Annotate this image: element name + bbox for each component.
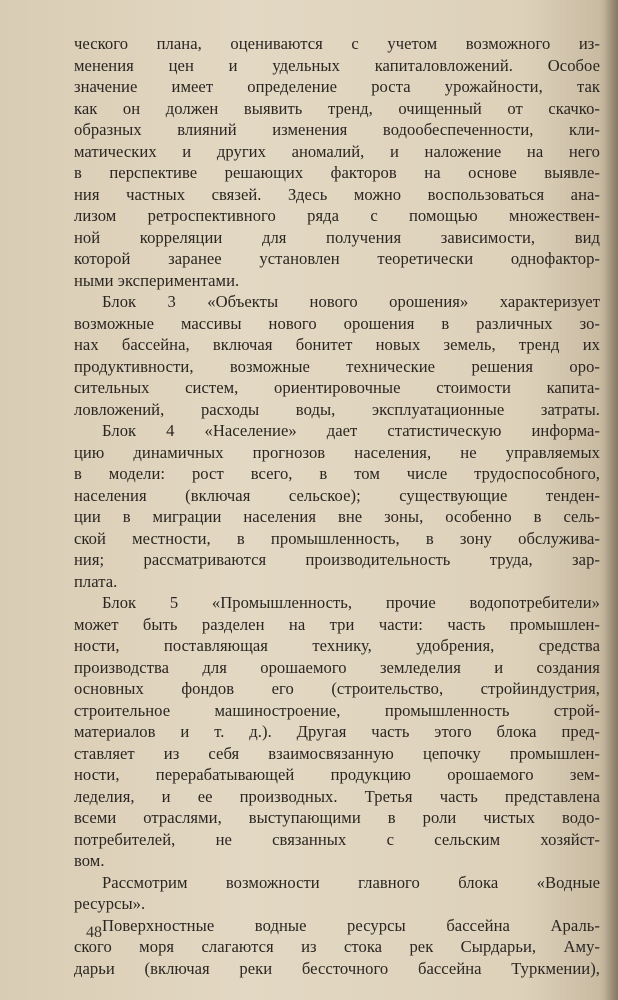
text-line: ности, перерабатывающей продукцию орошаемого зем- bbox=[74, 765, 600, 784]
page-edge-shadow bbox=[604, 0, 618, 1000]
text-line: населения (включая сельское); существующие тенден- bbox=[74, 485, 600, 505]
text-line: ной корреляции для получения зависимости, вид bbox=[74, 227, 600, 247]
text-line: ности, поставляющая технику, удобрения, средства bbox=[74, 636, 600, 655]
text-line: цию динамичных прогнозов населения, не управляемых bbox=[74, 442, 600, 462]
text-line: ния; рассматриваются производительность труда, зар- bbox=[74, 550, 600, 569]
text-line: в перспективе решающих факторов на основе выявле- bbox=[74, 163, 600, 182]
text-line: плата. bbox=[74, 571, 118, 591]
text-line: ными экспериментами. bbox=[74, 270, 240, 290]
text-line: всеми отраслями, выступающими в роли чистых водо- bbox=[74, 808, 600, 827]
text-line: строительное машиностроение, промышленность строй- bbox=[74, 700, 600, 720]
text-line: материалов и т. д.). Другая часть этого блока пред- bbox=[74, 722, 600, 741]
text-line: ской местности, в промышленность, в зону обслужива- bbox=[74, 528, 600, 548]
text-line: леделия, и ее производных. Третья часть представлена bbox=[74, 786, 600, 806]
body-text bbox=[74, 33, 600, 979]
text-line: продуктивности, возможные технические решения оро- bbox=[74, 356, 600, 376]
text-line: Поверхностные водные ресурсы бассейна Араль- bbox=[102, 915, 600, 935]
text-line: в модели: рост всего, в том числе трудоспособного, bbox=[74, 464, 600, 483]
page-number: 48 bbox=[86, 924, 102, 941]
text-line: ресурсы». bbox=[74, 894, 146, 913]
text-line: Блок 4 «Население» дает статистическую информа- bbox=[102, 421, 600, 440]
text-line: как он должен выявить тренд, очищенный от скачко- bbox=[74, 98, 600, 118]
text-line: Рассмотрим возможности главного блока «Водные bbox=[102, 872, 600, 892]
text-line: ческого плана, оцениваются с учетом возможного из- bbox=[74, 34, 600, 53]
text-line: Блок 5 «Промышленность, прочие водопотребители» bbox=[102, 593, 600, 612]
text-line: производства для орошаемого земледелия и создания bbox=[74, 657, 600, 677]
text-line: возможные массивы нового орошения в различных зо- bbox=[74, 313, 600, 333]
text-line: ния частных связей. Здесь можно воспользоваться ана- bbox=[74, 184, 600, 204]
text-line: Блок 3 «Объекты нового орошения» характеризует bbox=[102, 292, 600, 311]
text-line: вом. bbox=[74, 851, 105, 870]
text-line: образных влияний изменения водообеспеченности, кли- bbox=[74, 120, 600, 139]
text-line: которой заранее установлен теоретически однофактор- bbox=[74, 249, 600, 268]
text-line: нах бассейна, включая бонитет новых земель, тренд их bbox=[74, 335, 600, 354]
text-line: лизом ретроспективного ряда с помощью множествен- bbox=[74, 206, 600, 225]
text-line: матических и других аномалий, и наложение на него bbox=[74, 141, 600, 161]
text-line: ского моря слагаются из стока рек Сырдарьи, Аму- bbox=[74, 937, 600, 956]
text-line: сительных систем, ориентировочные стоимости капита- bbox=[74, 378, 600, 397]
text-line: значение имеет определение роста урожайности, так bbox=[74, 77, 600, 96]
text-line: основных фондов его (строительство, стройиндустрия, bbox=[74, 679, 600, 698]
text-line: ции в миграции населения вне зоны, особенно в сель- bbox=[74, 507, 600, 526]
text-line: может быть разделен на три части: часть промышлен- bbox=[74, 614, 600, 634]
text-line: потребителей, не связанных с сельским хозяйст- bbox=[74, 829, 600, 849]
text-line: дарьи (включая реки бессточного бассейна Туркмении), bbox=[74, 958, 600, 978]
text-line: менения цен и удельных капиталовложений. Особое bbox=[74, 55, 600, 75]
text-line: ловложений, расходы воды, эксплуатационные затраты. bbox=[74, 399, 600, 419]
text-line: ставляет из себя взаимосвязанную цепочку промышлен- bbox=[74, 743, 600, 763]
